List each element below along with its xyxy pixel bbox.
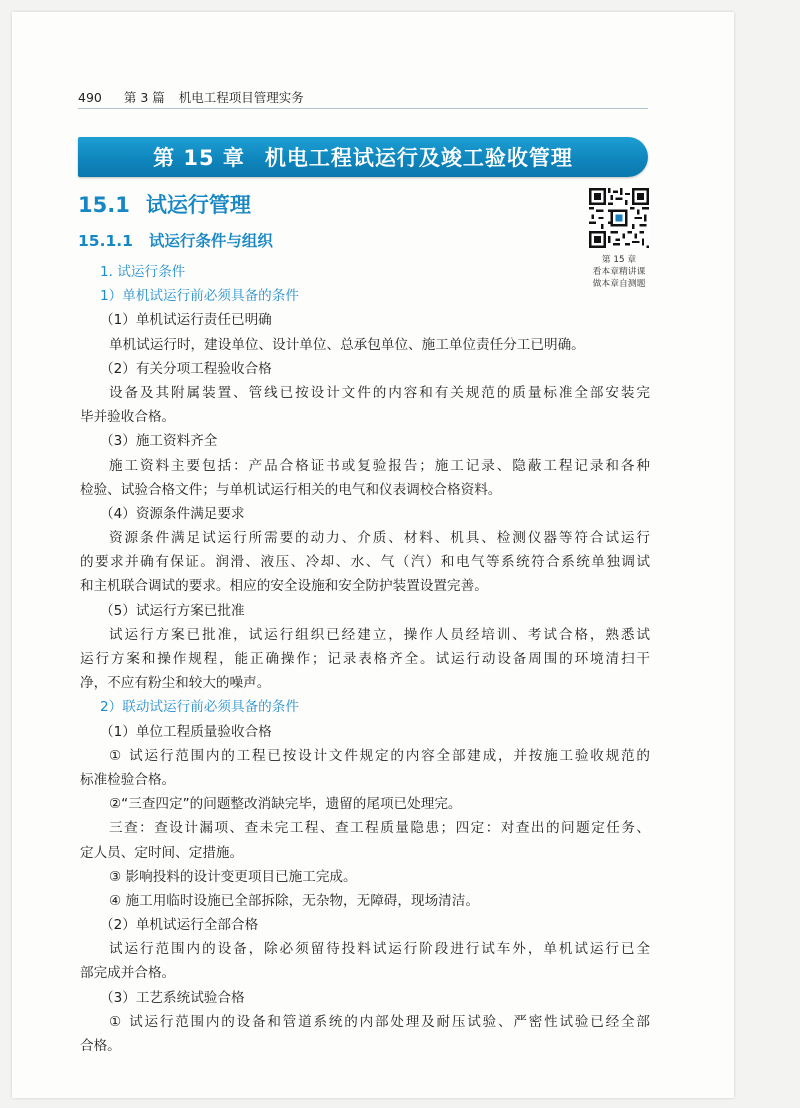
body-line: （3）工艺系统试验合格 [100, 989, 245, 1006]
body-line: 合格。 [80, 1038, 121, 1054]
body-text [80, 260, 650, 1058]
subsection-number: 15.1.1 [78, 232, 133, 250]
body-line: 运行方案和操作规程，能正确操作；记录表格齐全。试运行动设备周围的环境清扫干 [80, 651, 650, 667]
part-title: 机电工程项目管理实务 [178, 90, 304, 105]
body-line: 试运行范围内的设备，除必须留待投料试运行阶段进行试车外，单机试运行已全 [109, 941, 650, 958]
body-line: 资源条件满足试运行所需要的动力、介质、材料、机具、检测仪器等符合试运行 [109, 530, 650, 547]
body-line: ③ 影响投料的设计变更项目已施工完成。 [109, 868, 357, 885]
body-line: ②“三查四定”的问题整改消缺完毕，遗留的尾项已处理完。 [109, 796, 462, 813]
chapter-label: 第 15 章 [153, 146, 245, 170]
body-line: 部完成并合格。 [80, 965, 176, 982]
qr-code-icon[interactable] [589, 188, 649, 248]
chapter-title: 机电工程试运行及竣工验收管理 [264, 146, 573, 170]
subsection-heading [78, 229, 273, 251]
body-line: 和主机联合调试的要求。相应的安全设施和安全防护装置设置完善。 [80, 578, 488, 595]
body-line: 1. 试运行条件 [100, 264, 186, 280]
body-line: （2）单机试运行全部合格 [100, 917, 259, 934]
qr-caption-line: 做本章自测题 [592, 279, 646, 289]
qr-caption-line: 第 15 章 [601, 255, 637, 265]
body-line: （3）施工资料齐全 [100, 433, 218, 450]
body-line: （1）单位工程质量验收合格 [100, 723, 272, 740]
part-label: 第 3 篇 [123, 90, 165, 105]
body-line: ④ 施工用临时设施已全部拆除，无杂物，无障碍，现场清洁。 [109, 892, 479, 909]
body-line: ① 试运行范围内的设备和管道系统的内部处理及耐压试验、严密性试验已经全部 [109, 1013, 650, 1030]
chapter-banner [78, 137, 648, 177]
body-line: 单机试运行时，建设单位、设计单位、总承包单位、施工单位责任分工已明确。 [109, 336, 585, 353]
body-line: 净，不应有粉尘和较大的噪声。 [80, 675, 271, 692]
body-line: （2）有关分项工程验收合格 [100, 360, 272, 377]
body-line: 1）单机试运行前必须具备的条件 [100, 288, 299, 305]
section-number: 15.1 [78, 193, 130, 217]
section-title: 试运行管理 [145, 193, 251, 217]
body-line: 毕并验收合格。 [80, 409, 176, 426]
body-line: 检验、试验合格文件；与单机试运行相关的电气和仪表调校合格资料。 [80, 481, 502, 498]
section-heading [78, 189, 251, 219]
body-line: 三查：查设计漏项、查未完工程、查工程质量隐患；四定：对查出的问题定任务、 [109, 820, 650, 837]
body-line: 标准检验合格。 [80, 771, 176, 788]
body-line: （4）资源条件满足要求 [100, 505, 245, 522]
body-line: 设备及其附属装置、管线已按设计文件的内容和有关规范的质量标准全部安装完 [109, 384, 650, 401]
qr-caption-line: 看本章精讲课 [592, 267, 646, 277]
body-line: 的要求并确有保证。润滑、液压、冷却、水、气（汽）和电气等系统符合系统单独调试 [80, 554, 650, 571]
body-line: 施工资料主要包括：产品合格证书或复验报告；施工记录、隐蔽工程记录和各种 [109, 457, 650, 474]
body-line: （5）试运行方案已批准 [100, 602, 245, 619]
subsection-title: 试运行条件与组织 [148, 232, 273, 250]
body-line: （1）单机试运行责任已明确 [100, 312, 272, 329]
body-line: ① 试运行范围内的工程已按设计文件规定的内容全部建成，并按施工验收规范的 [109, 747, 650, 764]
body-line: 2）联动试运行前必须具备的条件 [100, 699, 299, 716]
body-line: 试运行方案已批准，试运行组织已经建立，操作人员经培训、考试合格，熟悉试 [109, 626, 650, 643]
running-header [78, 88, 304, 106]
page-number: 490 [78, 90, 102, 105]
header-rule [78, 108, 648, 109]
body-line: 定人员、定时间、定措施。 [80, 844, 244, 861]
